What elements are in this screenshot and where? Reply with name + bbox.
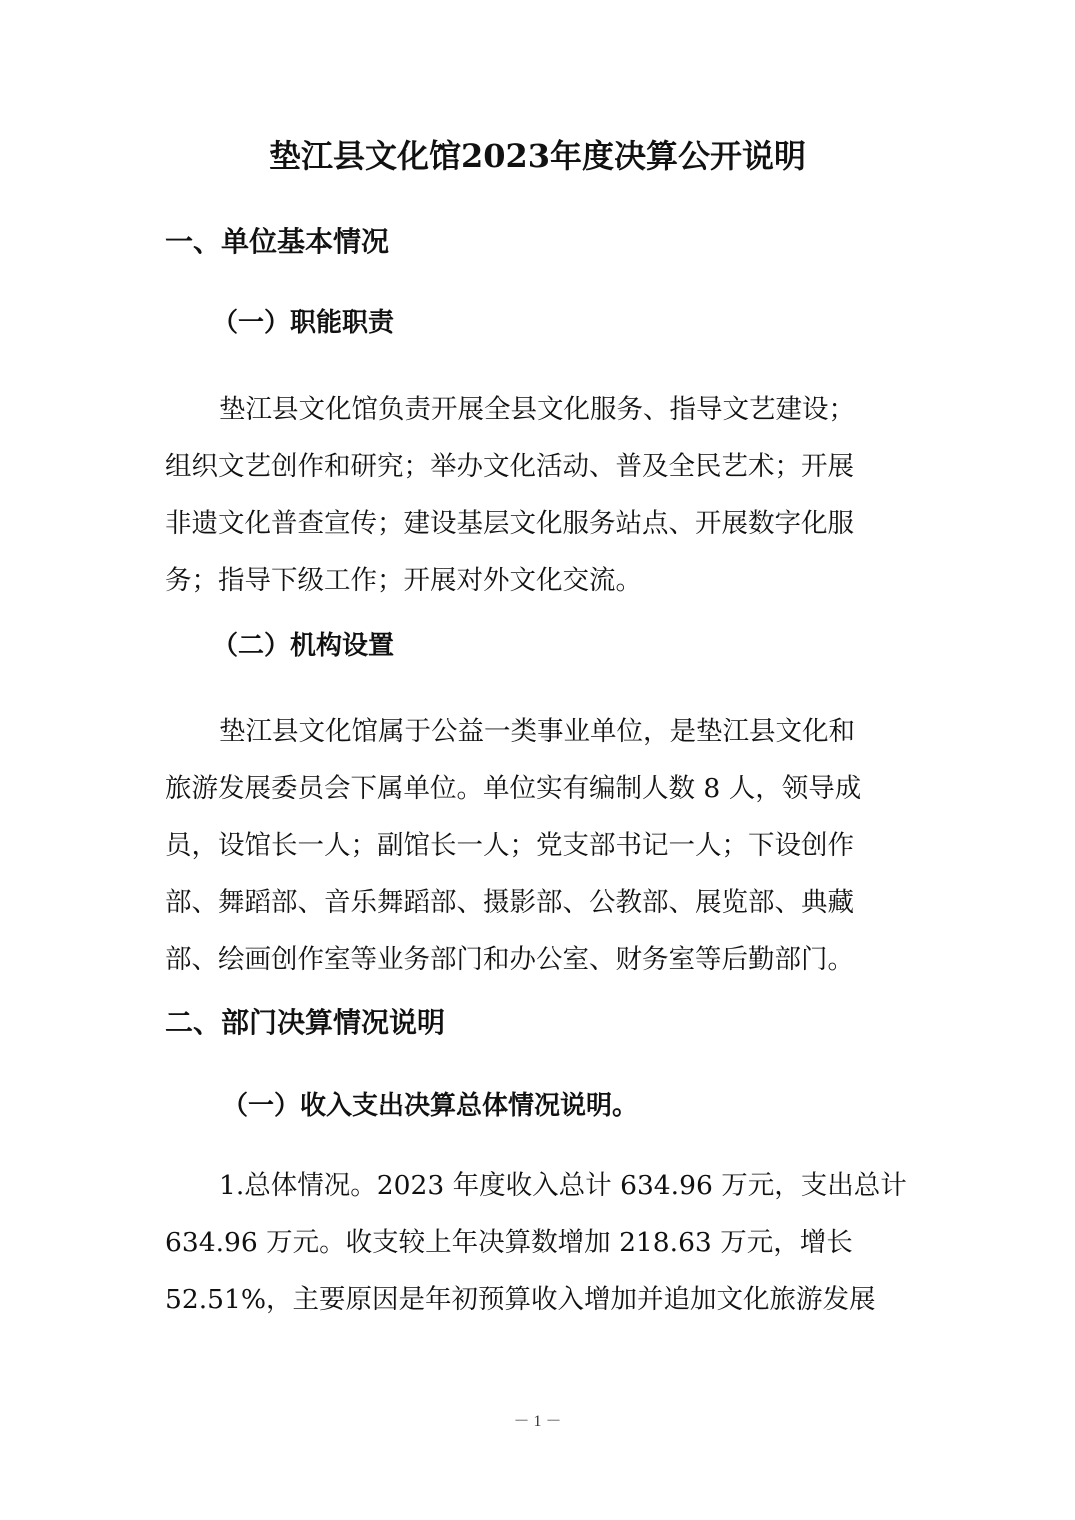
- text-line: 52.51%，主要原因是年初预算收入增加并追加文化旅游发展: [165, 1284, 876, 1315]
- paragraph-organization: [165, 703, 915, 988]
- text-line: [165, 1157, 915, 1214]
- text-line: 垫江县文化馆负责开展全县文化服务、指导文艺建设；: [219, 394, 855, 425]
- text-line: 组织文艺创作和研究；举办文化活动、普及全民艺术；开展: [165, 451, 854, 482]
- section-heading-final-accounts: 二、部门决算情况说明: [165, 1006, 446, 1039]
- text-line: 部、绘画创作室等业务部门和办公室、财务室等后勤部门。: [165, 944, 854, 975]
- text-line: 部、舞蹈部、音乐舞蹈部、摄影部、公教部、展览部、典藏: [165, 887, 854, 918]
- paragraph-functions: [165, 381, 915, 609]
- overall-lead: 1.总体情况。: [219, 1170, 377, 1201]
- text-line: 旅游发展委员会下属单位。单位实有编制人数 8 人，领导成: [165, 773, 862, 804]
- overall-text: 2023 年度收入总计 634.96 万元，支出总计: [376, 1170, 907, 1201]
- subheading-functions: （一）职能职责: [212, 308, 395, 338]
- paragraph-overall: [165, 1157, 915, 1328]
- subheading-income-expense: （一）收入支出决算总体情况说明。: [222, 1091, 639, 1121]
- text-line: 员，设馆长一人；副馆长一人；党支部书记一人；下设创作: [165, 830, 854, 861]
- text-line: 非遗文化普查宣传；建设基层文化服务站点、开展数字化服: [165, 508, 854, 539]
- subheading-organization: （二）机构设置: [212, 631, 395, 661]
- document-title: 垫江县文化馆2023年度决算公开说明: [268, 137, 807, 175]
- section-heading-basic-info: 一、单位基本情况: [165, 225, 390, 258]
- page-number: － 1 －: [513, 1413, 562, 1430]
- text-line: 务；指导下级工作；开展对外文化交流。: [165, 565, 642, 596]
- text-line: 634.96 万元。收支较上年决算数增加 218.63 万元，增长: [165, 1227, 853, 1258]
- text-line: 垫江县文化馆属于公益一类事业单位，是垫江县文化和: [219, 716, 855, 747]
